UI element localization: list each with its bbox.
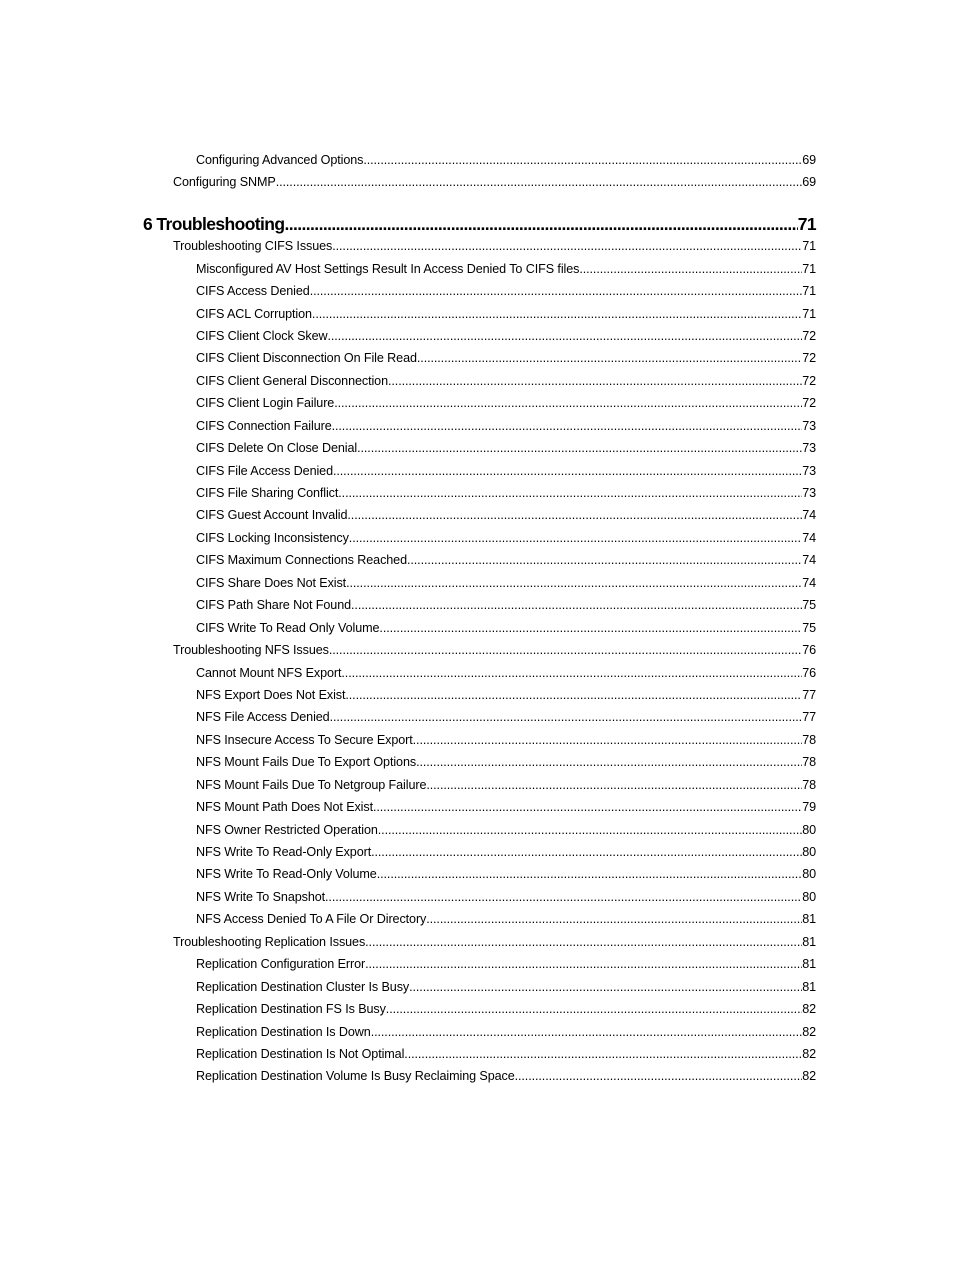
toc-entry-page-number: 74 [802,576,816,590]
toc-entry-title: CIFS File Access Denied [196,464,333,478]
toc-entry-title: CIFS Write To Read Only Volume [196,621,380,635]
toc-section-entry[interactable] [173,935,816,949]
toc-entry-page-number: 72 [802,329,816,343]
toc-entry-page-number: 71 [802,239,816,253]
toc-entry-title: CIFS Path Share Not Found [196,598,352,612]
toc-entry-page-number: 77 [802,710,816,724]
toc-entry-title: Replication Configuration Error [196,957,366,971]
toc-subsection-entry[interactable] [196,486,816,500]
toc-subsection-entry[interactable] [196,396,816,410]
toc-entry-page-number: 73 [802,486,816,500]
toc-entry-title: Replication Destination Cluster Is Busy [196,980,410,994]
toc-subsection-entry[interactable] [196,153,816,167]
toc-entry-page-number: 74 [802,531,816,545]
toc-entry-title: Misconfigured AV Host Settings Result In Access Denied To CIFS files [196,262,580,276]
toc-entry-page-number: 69 [802,175,816,189]
toc-entry-title: CIFS Access Denied [196,284,310,298]
toc-dot-leader [371,1025,802,1039]
toc-entry-title: CIFS File Sharing Conflict [196,486,339,500]
toc-entry-title: NFS Access Denied To A File Or Directory [196,912,427,926]
toc-entry-title: NFS Owner Restricted Operation [196,823,378,837]
toc-entry-title: Troubleshooting CIFS Issues [173,239,333,253]
toc-subsection-entry[interactable] [196,1069,816,1083]
toc-dot-leader [338,486,802,500]
toc-entry-title: Troubleshooting Replication Issues [173,935,366,949]
toc-dot-leader [426,778,802,792]
toc-subsection-entry[interactable] [196,576,816,590]
toc-entry-page-number: 82 [802,1002,816,1016]
toc-dot-leader [404,1047,802,1061]
toc-dot-leader [416,755,802,769]
toc-dot-leader [371,845,802,859]
toc-entry-title: NFS Write To Snapshot [196,890,326,904]
toc-entry-title: NFS Write To Read-Only Volume [196,867,377,881]
toc-dot-leader [332,239,802,253]
toc-entry-title: NFS Write To Read-Only Export [196,845,372,859]
toc-subsection-entry[interactable] [196,553,816,567]
toc-entry-page-number: 81 [802,912,816,926]
toc-entry-page-number: 81 [802,957,816,971]
toc-dot-leader [330,710,803,724]
toc-dot-leader [377,867,802,881]
toc-dot-leader [379,621,802,635]
toc-subsection-entry[interactable] [196,441,816,455]
toc-subsection-entry[interactable] [196,262,816,276]
toc-subsection-entry[interactable] [196,464,816,478]
toc-entry-page-number: 77 [802,688,816,702]
toc-dot-leader [332,419,803,433]
toc-entry-page-number: 82 [802,1047,816,1061]
toc-subsection-entry[interactable] [196,800,816,814]
toc-entry-title: CIFS ACL Corruption [196,307,312,321]
toc-dot-leader [365,935,802,949]
toc-entry-title: CIFS Locking Inconsistency [196,531,349,545]
toc-subsection-entry[interactable] [196,980,816,994]
toc-subsection-entry[interactable] [196,621,816,635]
toc-entry-page-number: 72 [802,396,816,410]
toc-dot-leader [310,284,802,298]
toc-dot-leader [329,643,802,657]
toc-subsection-entry[interactable] [196,778,816,792]
toc-subsection-entry[interactable] [196,755,816,769]
toc-entry-page-number: 80 [802,867,816,881]
toc-subsection-entry[interactable] [196,867,816,881]
toc-entry-page-number: 75 [802,598,816,612]
toc-entry-page-number: 73 [802,419,816,433]
toc-entry-title: Replication Destination FS Is Busy [196,1002,386,1016]
toc-subsection-entry[interactable] [196,329,816,343]
toc-dot-leader [365,957,802,971]
toc-dot-leader [579,262,802,276]
toc-entry-title: Cannot Mount NFS Export [196,666,342,680]
toc-entry-title: Replication Destination Volume Is Busy Reclaiming Space [196,1069,515,1083]
toc-dot-leader [312,307,802,321]
toc-subsection-entry[interactable] [196,733,816,747]
toc-entry-title: Replication Destination Is Down [196,1025,371,1039]
toc-entry-page-number: 80 [802,890,816,904]
toc-entry-page-number: 69 [802,153,816,167]
toc-entry-page-number: 71 [802,284,816,298]
toc-subsection-entry[interactable] [196,374,816,388]
toc-chapter-entry[interactable] [143,214,816,235]
toc-subsection-entry[interactable] [196,710,816,724]
toc-dot-leader [413,733,803,747]
toc-entry-title: CIFS Client Disconnection On File Read [196,351,417,365]
toc-subsection-entry[interactable] [196,688,816,702]
toc-entry-title: CIFS Share Does Not Exist [196,576,347,590]
toc-dot-leader [388,374,802,388]
toc-dot-leader [409,980,802,994]
toc-subsection-entry[interactable] [196,666,816,680]
toc-subsection-entry[interactable] [196,1047,816,1061]
toc-entry-page-number: 76 [802,643,816,657]
toc-entry-title: CIFS Client Clock Skew [196,329,328,343]
toc-entry-page-number: 78 [802,755,816,769]
toc-dot-leader [417,351,802,365]
toc-section-entry[interactable] [173,175,816,189]
toc-entry-page-number: 73 [802,441,816,455]
toc-dot-leader [426,912,802,926]
toc-dot-leader [325,890,802,904]
toc-subsection-entry[interactable] [196,307,816,321]
toc-entry-title: CIFS Client Login Failure [196,396,335,410]
toc-subsection-entry[interactable] [196,890,816,904]
toc-entry-title: Replication Destination Is Not Optimal [196,1047,405,1061]
toc-entry-title: Configuring SNMP [173,175,276,189]
toc-subsection-entry[interactable] [196,351,816,365]
toc-entry-title: NFS File Access Denied [196,710,330,724]
toc-subsection-entry[interactable] [196,845,816,859]
toc-entry-page-number: 78 [802,778,816,792]
toc-subsection-entry[interactable] [196,823,816,837]
toc-dot-leader [363,153,802,167]
toc-subsection-entry[interactable] [196,1002,816,1016]
toc-entry-page-number: 74 [802,553,816,567]
toc-entry-title: 6 Troubleshooting [143,214,285,234]
toc-dot-leader [333,464,802,478]
toc-entry-page-number: 80 [802,845,816,859]
toc-dot-leader [334,396,802,410]
toc-entry-title: Troubleshooting NFS Issues [173,643,329,657]
toc-entry-page-number: 71 [797,214,816,234]
toc-entry-title: NFS Export Does Not Exist [196,688,346,702]
toc-entry-page-number: 73 [802,464,816,478]
toc-entry-title: Configuring Advanced Options [196,153,364,167]
toc-entry-page-number: 74 [802,508,816,522]
toc-entry-title: NFS Insecure Access To Secure Export [196,733,413,747]
toc-dot-leader [284,214,797,235]
toc-subsection-entry[interactable] [196,419,816,433]
toc-section-entry[interactable] [173,643,816,657]
toc-dot-leader [345,688,802,702]
toc-subsection-entry[interactable] [196,912,816,926]
toc-dot-leader [357,441,802,455]
toc-dot-leader [276,175,802,189]
toc-section-entry[interactable] [173,239,816,253]
toc-entry-page-number: 71 [802,262,816,276]
toc-entry-title: CIFS Client General Disconnection [196,374,388,388]
toc-entry-page-number: 72 [802,351,816,365]
toc-dot-leader [327,329,802,343]
toc-entry-title: CIFS Guest Account Invalid [196,508,348,522]
toc-entry-page-number: 75 [802,621,816,635]
toc-entry-page-number: 76 [802,666,816,680]
toc-dot-leader [515,1069,803,1083]
toc-dot-leader [351,598,802,612]
toc-entry-page-number: 82 [802,1069,816,1083]
toc-dot-leader [349,531,802,545]
toc-entry-title: NFS Mount Path Does Not Exist [196,800,373,814]
toc-entry-title: NFS Mount Fails Due To Export Options [196,755,417,769]
toc-entry-page-number: 81 [802,935,816,949]
toc-entry-page-number: 81 [802,980,816,994]
toc-dot-leader [341,666,802,680]
toc-subsection-entry[interactable] [196,1025,816,1039]
toc-entry-page-number: 80 [802,823,816,837]
toc-entry-page-number: 79 [802,800,816,814]
toc-dot-leader [386,1002,802,1016]
toc-entry-title: NFS Mount Fails Due To Netgroup Failure [196,778,427,792]
toc-entry-page-number: 72 [802,374,816,388]
toc-entry-page-number: 78 [802,733,816,747]
toc-dot-leader [346,576,802,590]
toc-subsection-entry[interactable] [196,598,816,612]
toc-subsection-entry[interactable] [196,284,816,298]
toc-entry-page-number: 82 [802,1025,816,1039]
toc-dot-leader [378,823,802,837]
toc-dot-leader [373,800,802,814]
toc-entry-title: CIFS Delete On Close Denial [196,441,358,455]
toc-subsection-entry[interactable] [196,531,816,545]
toc-entry-page-number: 71 [802,307,816,321]
toc-subsection-entry[interactable] [196,508,816,522]
toc-dot-leader [347,508,802,522]
toc-dot-leader [407,553,802,567]
toc-subsection-entry[interactable] [196,957,816,971]
toc-entry-title: CIFS Connection Failure [196,419,332,433]
toc-entry-title: CIFS Maximum Connections Reached [196,553,407,567]
